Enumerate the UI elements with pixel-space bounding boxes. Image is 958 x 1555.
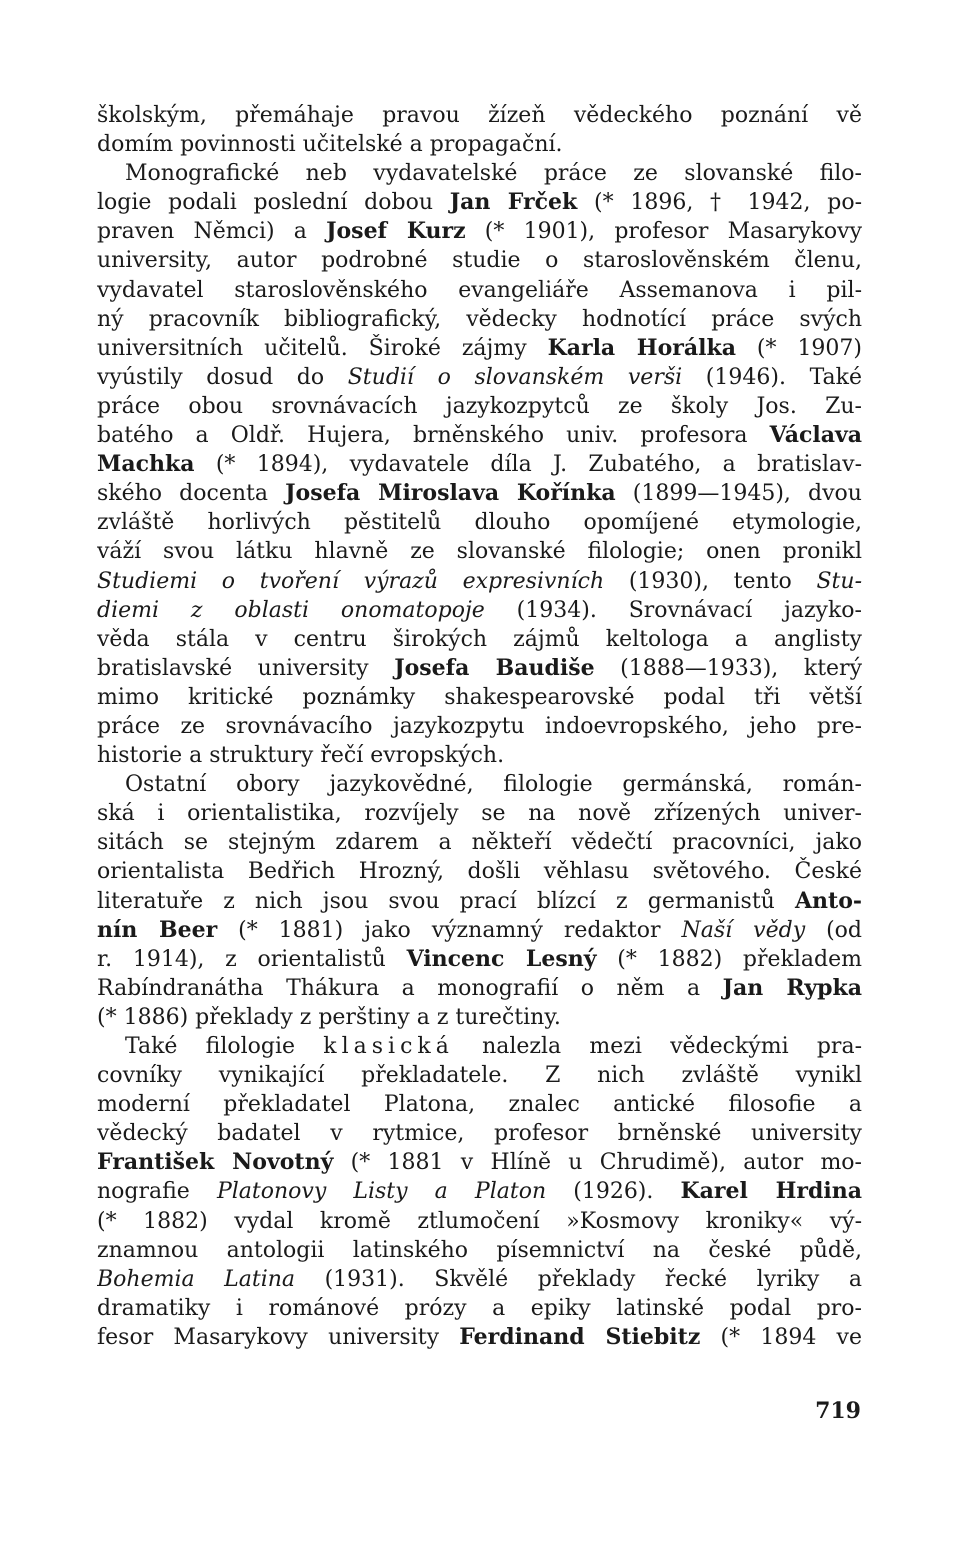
text-segment: (1899—1945), dvou xyxy=(615,481,862,507)
text-line xyxy=(97,188,862,217)
bold-name: František Novotný xyxy=(97,1149,334,1176)
text-segment: (1888—1933), který xyxy=(594,655,862,681)
text-line xyxy=(97,1090,862,1119)
text-segment: logie podali poslední dobou xyxy=(97,190,450,216)
text-segment: (* 1894), vydavatele díla J. Zubatého, a bratislav- xyxy=(194,452,862,478)
text-line xyxy=(97,625,862,654)
text-line xyxy=(97,1294,862,1323)
text-segment: školským, přemáhaje pravou žízeň vědeckého poznání vě xyxy=(97,103,862,128)
text-line xyxy=(97,654,862,683)
bold-name: nín Beer xyxy=(97,916,218,943)
text-line xyxy=(97,1119,862,1148)
italic-title: Studií o slovanském verši xyxy=(347,364,683,390)
text-line xyxy=(97,1177,862,1206)
text-segment: Rabíndranátha Thákura a monografií o něm a xyxy=(97,975,723,1001)
text-line xyxy=(97,1207,862,1236)
text-segment: (1946). Také xyxy=(682,364,862,390)
text-segment: (* 1894 ve xyxy=(700,1324,862,1350)
text-segment: (* 1881) jako významný redaktor xyxy=(217,917,682,943)
text-segment: (* 1882) vydal kromě ztlumočení »Kosmovy kroniky« vý- xyxy=(97,1208,862,1234)
text-line xyxy=(97,916,862,945)
text-segment: Také filologie xyxy=(125,1034,324,1059)
text-line xyxy=(97,450,862,479)
text-line xyxy=(97,683,862,712)
text-line xyxy=(97,974,862,1003)
text-segment: (* 1886) překlady z perštiny a z turečtiny. xyxy=(97,1004,561,1030)
text-line xyxy=(97,508,862,537)
text-line xyxy=(97,770,862,799)
text-line xyxy=(97,159,862,188)
text-segment: praven Němci) a xyxy=(97,219,327,245)
text-segment: universitních učitelů. Široké zájmy xyxy=(97,335,548,361)
text-segment: práce obou srovnávacích jazykozpytců ze školy Jos. Zu- xyxy=(97,393,862,419)
text-segment: zvláště horlivých pěstitelů dlouho opomíjené etymologie, xyxy=(97,510,862,536)
text-segment: věda stála v centru širokých zájmů keltologa a anglisty xyxy=(97,626,862,652)
text-line xyxy=(97,334,862,363)
bold-name: Karel Hrdina xyxy=(680,1178,862,1205)
text-segment: literatuře z nich jsou svou prací blízcí z germanistů xyxy=(97,888,795,914)
bold-name: Josef Kurz xyxy=(326,218,466,245)
text-segment: covníky vynikající překladatele. Z nich zvláště vynikl xyxy=(97,1063,862,1089)
text-line xyxy=(97,712,862,741)
text-line xyxy=(97,567,862,596)
text-segment: fesor Masarykovy university xyxy=(97,1324,460,1350)
text-segment: vydavatel staroslověnského evangeliáře Assemanova i pil- xyxy=(97,277,862,303)
italic-title: Platonovy Listy a Platon xyxy=(216,1179,547,1205)
page-number: 719 xyxy=(815,1398,861,1424)
text-segment: dramatiky i románové prózy a epiky latinské podal pro- xyxy=(97,1295,862,1321)
text-segment: r. 1914), z orientalistů xyxy=(97,946,407,972)
text-segment: Monografické neb vydavatelské práce ze slovanské filo- xyxy=(125,161,862,187)
text-line xyxy=(97,857,862,886)
bold-name: Jan Frček xyxy=(449,189,578,216)
text-segment: (od xyxy=(805,917,862,943)
text-line xyxy=(97,479,862,508)
text-segment: znamnou antologii latinského písemnictví na české půdě, xyxy=(97,1237,862,1263)
text-line xyxy=(97,130,862,159)
text-segment: (1931). Skvělé překlady řecké lyriky a xyxy=(295,1266,862,1292)
text-line xyxy=(97,887,862,916)
book-page-text xyxy=(97,101,862,1352)
italic-title: Naší vědy xyxy=(681,917,806,943)
text-segment: batého a Oldř. Hujera, brněnského univ. profesora xyxy=(97,423,770,449)
text-line xyxy=(97,392,862,421)
text-segment: university, autor podrobné studie o staroslověnském členu, xyxy=(97,248,862,274)
text-line xyxy=(97,246,862,275)
text-segment: (* 1907) xyxy=(735,335,862,361)
text-segment: (1926). xyxy=(546,1179,681,1205)
text-line xyxy=(97,1323,862,1352)
text-line xyxy=(97,363,862,392)
bold-name: Vincenc Lesný xyxy=(406,945,597,972)
text-segment: vědecký badatel v rytmice, profesor brněnské university xyxy=(97,1121,862,1147)
text-segment: (* 1896, † 1942, po- xyxy=(577,190,862,216)
text-segment: domím povinnosti učitelské a propagační. xyxy=(97,132,563,158)
text-segment: moderní překladatel Platona, znalec antické filosofie a xyxy=(97,1092,862,1118)
text-line xyxy=(97,1032,862,1061)
text-line xyxy=(97,799,862,828)
bold-name: Anto- xyxy=(794,887,862,914)
italic-title: Studiemi o tvoření výrazů expresivních xyxy=(97,568,605,594)
bold-name: Václava xyxy=(769,422,862,449)
bold-name: Jan Rypka xyxy=(722,974,862,1001)
text-line xyxy=(97,1236,862,1265)
italic-title: Bohemia Latina xyxy=(97,1266,296,1292)
text-segment: ská i orientalistika, rozvíjely se na nově zřízených univer- xyxy=(97,801,862,827)
text-segment: vyústily dosud do xyxy=(97,364,348,390)
text-segment: mimo kritické poznámky shakespearovské podal tři větší xyxy=(97,684,862,710)
text-line xyxy=(97,305,862,334)
text-segment: historie a struktury řečí evropských. xyxy=(97,743,505,769)
spaced-emphasis: klasická xyxy=(323,1034,454,1059)
text-segment: ný pracovník bibliografický, vědecky hodnotící práce svých xyxy=(97,306,862,332)
italic-title: diemi z oblasti onomatopoje xyxy=(97,597,485,623)
text-segment: (1934). Srovnávací jazyko- xyxy=(484,597,862,623)
text-segment: nografie xyxy=(97,1179,217,1205)
italic-title: Stu- xyxy=(816,568,862,594)
text-line xyxy=(97,1265,862,1294)
text-segment: (* 1882) překladem xyxy=(596,946,862,972)
text-line xyxy=(97,945,862,974)
bold-name: Karla Horálka xyxy=(547,334,736,361)
text-segment: sitách se stejným zdarem a někteří vědečtí pracovníci, jako xyxy=(97,830,862,856)
text-segment: Ostatní obory jazykovědné, filologie germánská, román- xyxy=(125,772,862,798)
text-line xyxy=(97,276,862,305)
bold-name: Josefa Baudiše xyxy=(394,654,595,681)
text-segment: váží svou látku hlavně ze slovanské filologie; onen pronikl xyxy=(97,539,862,565)
text-line xyxy=(97,537,862,566)
text-line xyxy=(97,1148,862,1177)
text-line xyxy=(97,421,862,450)
text-segment: práce ze srovnávacího jazykozpytu indoevropského, jeho pre- xyxy=(97,713,862,739)
text-line xyxy=(97,217,862,246)
text-segment: (* 1901), profesor Masarykovy xyxy=(465,219,862,245)
bold-name: Josefa Miroslava Kořínka xyxy=(285,480,616,507)
bold-name: Machka xyxy=(97,451,195,478)
text-line xyxy=(97,828,862,857)
text-segment: (* 1881 v Hlíně u Chrudimě), autor mo- xyxy=(333,1150,862,1176)
text-segment: ského docenta xyxy=(97,481,286,507)
text-line xyxy=(97,741,862,770)
text-segment: (1930), tento xyxy=(604,568,817,594)
text-line xyxy=(97,596,862,625)
text-segment: orientalista Bedřich Hrozný, došli věhlasu světového. České xyxy=(97,859,862,885)
bold-name: Ferdinand Stiebitz xyxy=(459,1323,701,1350)
text-segment: nalezla mezi vědeckými pra- xyxy=(453,1034,862,1059)
text-segment: bratislavské university xyxy=(97,655,395,681)
text-line xyxy=(97,1003,862,1032)
text-line xyxy=(97,101,862,130)
text-line xyxy=(97,1061,862,1090)
